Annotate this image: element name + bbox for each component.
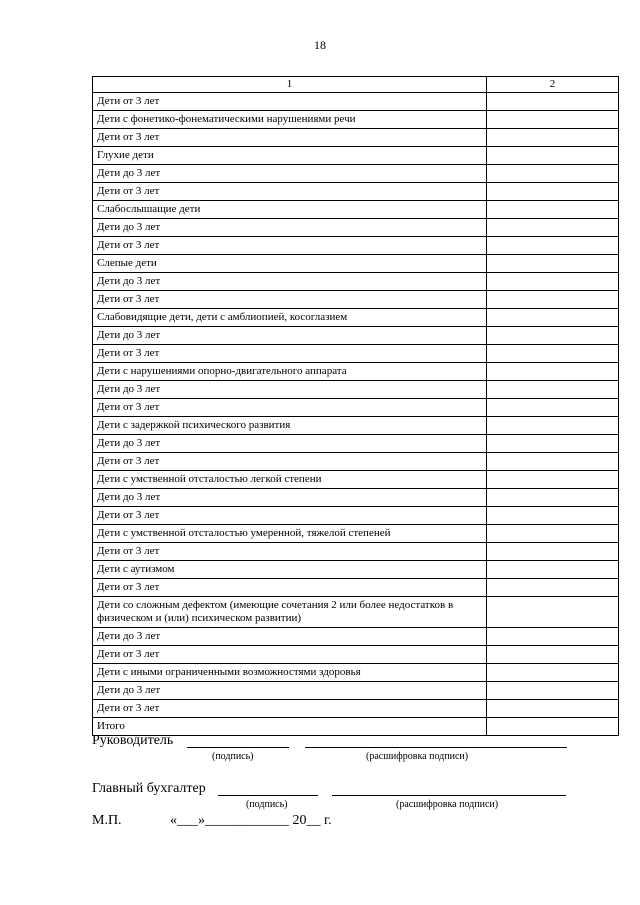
row-label: Дети от 3 лет bbox=[93, 183, 487, 201]
row-label: Дети до 3 лет bbox=[93, 489, 487, 507]
accountant-signature-line[interactable] bbox=[218, 795, 318, 796]
table-row bbox=[93, 219, 619, 237]
head-decode-caption: (расшифровка подписи) bbox=[366, 751, 469, 762]
table-row bbox=[93, 93, 619, 111]
table-row bbox=[93, 664, 619, 682]
row-label: Дети до 3 лет bbox=[93, 381, 487, 399]
row-label: Дети от 3 лет bbox=[93, 543, 487, 561]
table-header-row bbox=[93, 77, 619, 93]
table-row bbox=[93, 327, 619, 345]
row-label: Дети от 3 лет bbox=[93, 399, 487, 417]
column-header-1: 1 bbox=[93, 77, 487, 93]
table-row bbox=[93, 165, 619, 183]
row-value-cell[interactable] bbox=[487, 525, 619, 543]
column-header-2: 2 bbox=[487, 77, 619, 93]
row-value-cell[interactable] bbox=[487, 417, 619, 435]
table-row bbox=[93, 201, 619, 219]
row-value-cell[interactable] bbox=[487, 291, 619, 309]
row-value-cell[interactable] bbox=[487, 700, 619, 718]
row-value-cell[interactable] bbox=[487, 597, 619, 628]
table-row bbox=[93, 417, 619, 435]
accountant-decode-line[interactable] bbox=[332, 795, 566, 796]
table-row bbox=[93, 111, 619, 129]
page-number: 18 bbox=[314, 38, 326, 52]
table-row bbox=[93, 363, 619, 381]
row-value-cell[interactable] bbox=[487, 399, 619, 417]
table-row bbox=[93, 507, 619, 525]
table-row bbox=[93, 147, 619, 165]
table-row bbox=[93, 489, 619, 507]
row-value-cell[interactable] bbox=[487, 147, 619, 165]
table-row bbox=[93, 561, 619, 579]
row-value-cell[interactable] bbox=[487, 646, 619, 664]
row-label: Дети с умственной отсталостью легкой степени bbox=[93, 471, 487, 489]
row-label: Дети от 3 лет bbox=[93, 579, 487, 597]
row-label: Дети от 3 лет bbox=[93, 345, 487, 363]
row-label: Дети со сложным дефектом (имеющие сочетания 2 или более недостатков в физическом и (или) психическом развитии) bbox=[93, 597, 487, 628]
row-label: Дети до 3 лет bbox=[93, 682, 487, 700]
row-value-cell[interactable] bbox=[487, 453, 619, 471]
table-row bbox=[93, 682, 619, 700]
row-label: Дети от 3 лет bbox=[93, 129, 487, 147]
row-label: Дети с умственной отсталостью умеренной, тяжелой степеней bbox=[93, 525, 487, 543]
row-value-cell[interactable] bbox=[487, 664, 619, 682]
table-row bbox=[93, 453, 619, 471]
row-value-cell[interactable] bbox=[487, 327, 619, 345]
row-label: Дети до 3 лет bbox=[93, 273, 487, 291]
row-value-cell[interactable] bbox=[487, 507, 619, 525]
row-label: Дети от 3 лет bbox=[93, 507, 487, 525]
head-decode-line[interactable] bbox=[305, 747, 567, 748]
head-label: Руководитель bbox=[92, 733, 174, 748]
table-row bbox=[93, 525, 619, 543]
row-label: Дети с задержкой психического развития bbox=[93, 417, 487, 435]
row-value-cell[interactable] bbox=[487, 93, 619, 111]
row-label: Слабослышащие дети bbox=[93, 201, 487, 219]
accountant-decode-caption: (расшифровка подписи) bbox=[396, 799, 499, 810]
table-row bbox=[93, 291, 619, 309]
row-label: Дети от 3 лет bbox=[93, 700, 487, 718]
table-row bbox=[93, 646, 619, 664]
table-row bbox=[93, 435, 619, 453]
row-value-cell[interactable] bbox=[487, 129, 619, 147]
row-value-cell[interactable] bbox=[487, 471, 619, 489]
table-row bbox=[93, 471, 619, 489]
row-label: Дети с фонетико-фонематическими нарушениями речи bbox=[93, 111, 487, 129]
row-label: Итого bbox=[93, 718, 487, 736]
row-label: Дети от 3 лет bbox=[93, 291, 487, 309]
row-value-cell[interactable] bbox=[487, 363, 619, 381]
row-value-cell[interactable] bbox=[487, 219, 619, 237]
table-row bbox=[93, 543, 619, 561]
accountant-label: Главный бухгалтер bbox=[92, 781, 206, 796]
row-value-cell[interactable] bbox=[487, 489, 619, 507]
table-row bbox=[93, 183, 619, 201]
table-row bbox=[93, 381, 619, 399]
table-row bbox=[93, 129, 619, 147]
row-label: Дети от 3 лет bbox=[93, 453, 487, 471]
row-value-cell[interactable] bbox=[487, 201, 619, 219]
row-label: Дети с нарушениями опорно-двигательного аппарата bbox=[93, 363, 487, 381]
row-label: Глухие дети bbox=[93, 147, 487, 165]
table-row bbox=[93, 237, 619, 255]
row-label: Слепые дети bbox=[93, 255, 487, 273]
row-label: Дети до 3 лет bbox=[93, 327, 487, 345]
row-label: Дети от 3 лет bbox=[93, 93, 487, 111]
head-signature-line[interactable] bbox=[187, 747, 289, 748]
row-value-cell[interactable] bbox=[487, 237, 619, 255]
row-value-cell[interactable] bbox=[487, 345, 619, 363]
row-value-cell[interactable] bbox=[487, 309, 619, 327]
date-line[interactable]: «___»____________ 20__ г. bbox=[170, 813, 332, 828]
row-label: Дети от 3 лет bbox=[93, 646, 487, 664]
row-value-cell[interactable] bbox=[487, 682, 619, 700]
row-label: Дети от 3 лет bbox=[93, 237, 487, 255]
table-row bbox=[93, 579, 619, 597]
row-label: Слабовидящие дети, дети с амблиопией, косоглазием bbox=[93, 309, 487, 327]
row-label: Дети до 3 лет bbox=[93, 435, 487, 453]
table-row bbox=[93, 628, 619, 646]
row-label: Дети до 3 лет bbox=[93, 219, 487, 237]
row-label: Дети с иными ограниченными возможностями здоровья bbox=[93, 664, 487, 682]
table-body bbox=[93, 93, 619, 736]
row-value-cell[interactable] bbox=[487, 718, 619, 736]
row-label: Дети до 3 лет bbox=[93, 628, 487, 646]
row-label: Дети до 3 лет bbox=[93, 165, 487, 183]
row-value-cell[interactable] bbox=[487, 628, 619, 646]
accountant-sign-caption: (подпись) bbox=[246, 799, 288, 810]
row-value-cell[interactable] bbox=[487, 255, 619, 273]
head-sign-caption: (подпись) bbox=[212, 751, 254, 762]
table-row bbox=[93, 345, 619, 363]
row-value-cell[interactable] bbox=[487, 579, 619, 597]
table-row bbox=[93, 399, 619, 417]
row-label: Дети с аутизмом bbox=[93, 561, 487, 579]
row-value-cell[interactable] bbox=[487, 561, 619, 579]
table-row bbox=[93, 255, 619, 273]
row-value-cell[interactable] bbox=[487, 111, 619, 129]
row-value-cell[interactable] bbox=[487, 273, 619, 291]
table-row bbox=[93, 597, 619, 628]
row-value-cell[interactable] bbox=[487, 543, 619, 561]
table-row bbox=[93, 273, 619, 291]
table-row bbox=[93, 309, 619, 327]
row-value-cell[interactable] bbox=[487, 435, 619, 453]
stamp-label: М.П. bbox=[92, 813, 122, 828]
row-value-cell[interactable] bbox=[487, 381, 619, 399]
row-value-cell[interactable] bbox=[487, 183, 619, 201]
report-table bbox=[92, 76, 619, 736]
table-row bbox=[93, 700, 619, 718]
row-value-cell[interactable] bbox=[487, 165, 619, 183]
